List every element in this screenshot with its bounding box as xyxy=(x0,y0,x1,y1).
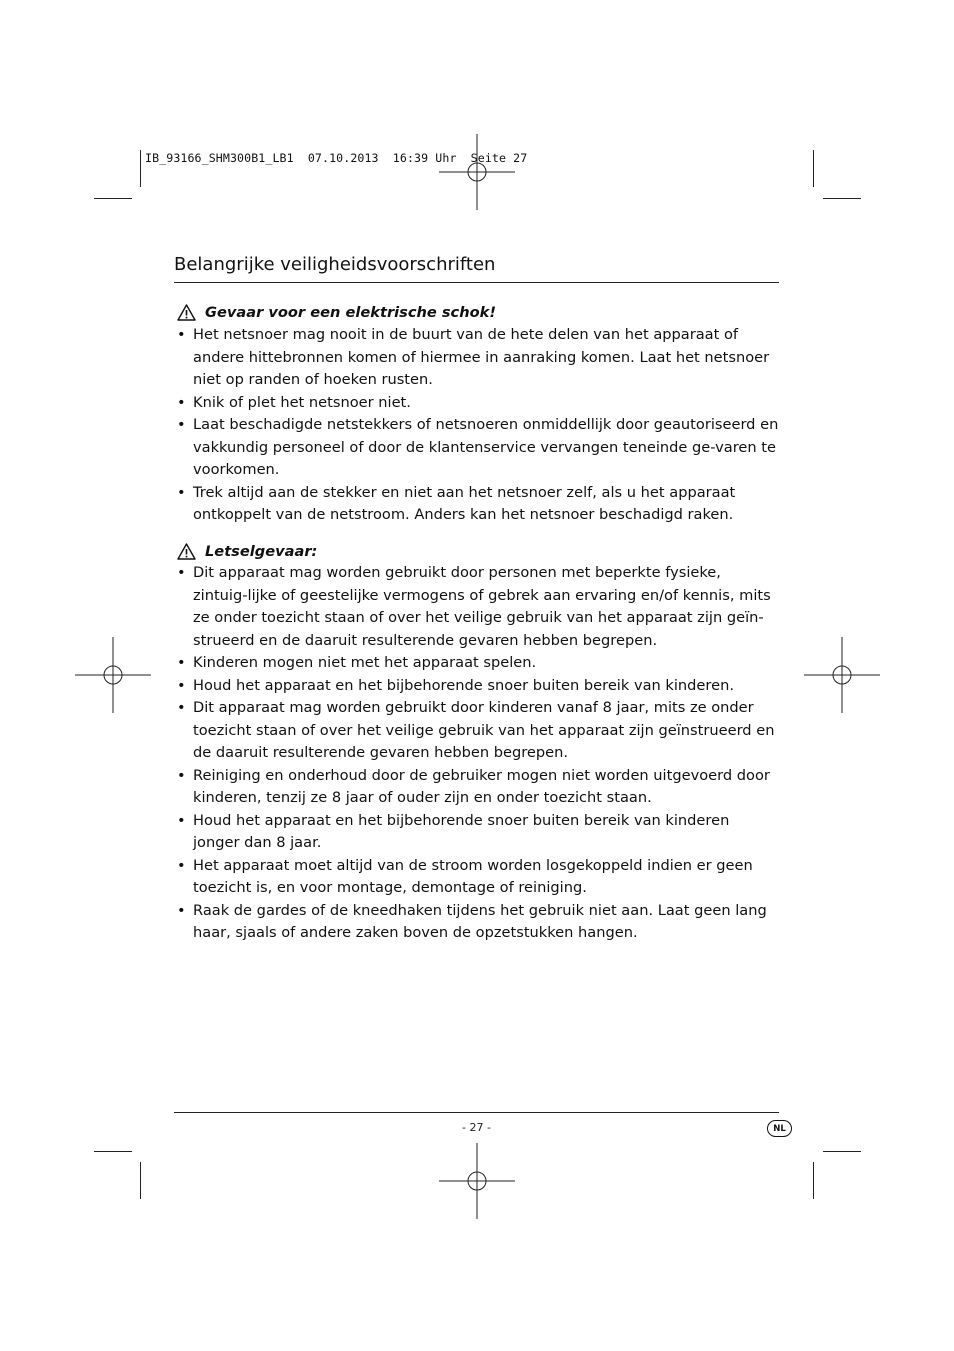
bullet-list-injury xyxy=(175,562,780,945)
list-item-text: Het apparaat moet altijd van de stroom worden losgekoppeld indien er geen toezicht is, en voor montage, demontage of reiniging. xyxy=(193,856,753,896)
language-badge: NL xyxy=(767,1120,792,1137)
list-item xyxy=(175,414,780,482)
bullet-icon: • xyxy=(177,901,186,919)
bullet-icon: • xyxy=(177,811,186,829)
list-item xyxy=(175,810,780,855)
list-item-text: Trek altijd aan de stekker en niet aan het netsnoer zelf, als u het apparaat ontkoppelt van de netstroom. Anders kan het netsnoer beschadigd raken. xyxy=(193,483,736,523)
list-item-text: Houd het apparaat en het bijbehorende snoer buiten bereik van kinderen jonger dan 8 jaar. xyxy=(193,811,730,851)
list-item xyxy=(175,675,780,698)
list-item-text: Kinderen mogen niet met het apparaat spelen. xyxy=(193,654,537,671)
list-item xyxy=(175,562,780,652)
registration-mark-icon xyxy=(804,637,880,713)
bullet-icon: • xyxy=(177,564,186,581)
bullet-icon: • xyxy=(177,699,186,716)
crop-mark xyxy=(813,150,814,187)
list-item xyxy=(175,324,780,392)
list-item xyxy=(175,900,780,945)
crop-mark xyxy=(813,1162,814,1199)
bullet-icon: • xyxy=(177,483,186,501)
bullet-icon: • xyxy=(177,393,186,411)
list-item-text: Het netsnoer mag nooit in de buurt van de hete delen van het apparaat of andere hittebronnen komen of hiermee in aanraking komen. Laat het netsnoer niet op randen of hoeken rusten. xyxy=(193,326,770,388)
list-item-text: Houd het apparaat en het bijbehorende snoer buiten bereik van kinderen. xyxy=(193,676,734,694)
registration-mark-icon xyxy=(439,134,515,210)
footer-rule xyxy=(174,1112,779,1113)
bullet-icon: • xyxy=(177,676,186,694)
crop-mark xyxy=(140,150,141,187)
section-heading-injury xyxy=(177,540,317,562)
list-item-text: Reiniging en onderhoud door de gebruiker mogen niet worden uitgevoerd door kinderen, tenzij ze 8 jaar of ouder zijn en onder toezicht staan. xyxy=(193,766,770,806)
bullet-icon: • xyxy=(177,654,186,671)
section-heading-text: Gevaar voor een elektrische schok! xyxy=(205,303,496,321)
section-heading-text: Letselgevaar: xyxy=(205,542,318,560)
page-number: - 27 - xyxy=(462,1121,491,1134)
section-heading-electric-shock xyxy=(177,301,496,323)
list-item-text: Dit apparaat mag worden gebruikt door personen met beperkte fysieke, zintuig-lijke of geestelijke vermogens of gebrek aan ervaring en/of kennis, mits ze onder toezicht staan of over het veilige gebruik van het apparaat zijn geïn-strueerd en de daaruit resulterende gevaren hebben begrepen. xyxy=(193,564,771,649)
registration-mark-icon xyxy=(75,637,151,713)
list-item-text: Raak de gardes of de kneedhaken tijdens het gebruik niet aan. Laat geen lang haar, sjaals of andere zaken boven de opzetstukken hangen. xyxy=(193,901,767,941)
list-item xyxy=(175,697,780,765)
crop-mark xyxy=(140,1162,141,1199)
bullet-icon: • xyxy=(177,326,186,343)
list-item xyxy=(175,652,780,675)
list-item xyxy=(175,392,780,415)
crop-mark xyxy=(823,1151,861,1152)
bullet-icon: • xyxy=(177,766,186,784)
list-item-text: Laat beschadigde netstekkers of netsnoeren onmiddellijk door geautoriseerd en vakkundig personeel of door de klantenservice vervangen teneinde ge-varen te voorkomen. xyxy=(193,416,779,478)
list-item xyxy=(175,482,780,527)
list-item xyxy=(175,765,780,810)
list-item-text: Dit apparaat mag worden gebruikt door kinderen vanaf 8 jaar, mits ze onder toezicht staan of over het veilige gebruik van het apparaat zijn geïnstrueerd en de daaruit resulterende gevaren hebben begrepen. xyxy=(193,699,775,761)
title-underline xyxy=(174,282,779,283)
bullet-list-electric-shock xyxy=(175,324,780,527)
warning-triangle-icon xyxy=(177,304,196,321)
registration-mark-icon xyxy=(439,1143,515,1219)
warning-triangle-icon xyxy=(177,543,196,560)
crop-mark xyxy=(823,198,861,199)
list-item-text: Knik of plet het netsnoer niet. xyxy=(193,393,411,411)
list-item xyxy=(175,855,780,900)
print-slug: IB_93166_SHM300B1_LB1 07.10.2013 16:39 Uhr Seite 27 xyxy=(145,151,528,165)
bullet-icon: • xyxy=(177,856,186,874)
page-title: Belangrijke veiligheidsvoorschriften xyxy=(174,254,496,275)
crop-mark xyxy=(94,198,132,199)
bullet-icon: • xyxy=(177,416,186,433)
crop-mark xyxy=(94,1151,132,1152)
